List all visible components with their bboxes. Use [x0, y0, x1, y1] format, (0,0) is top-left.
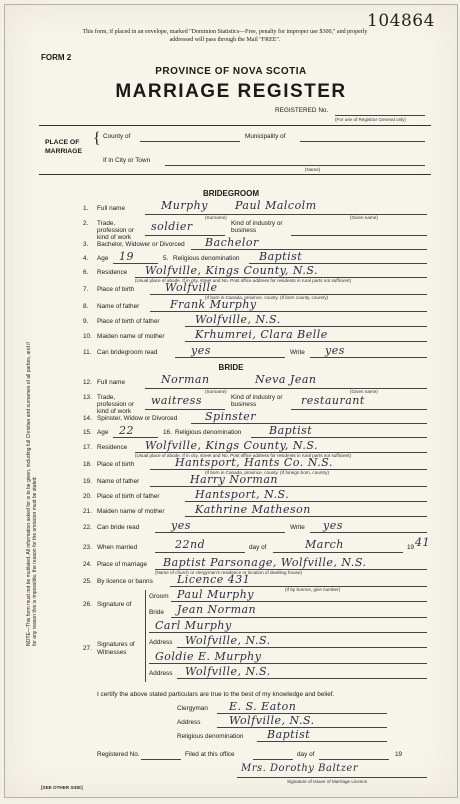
groom-religion-no: 5.: [163, 255, 169, 262]
groom-surname-note: (Surname): [205, 215, 227, 220]
groom-industry-line: [291, 235, 427, 236]
bride-birthplace-label: Place of birth: [97, 461, 135, 468]
bride-sig-label: Bride: [149, 609, 164, 616]
registered-no-line: [335, 115, 425, 116]
bride-father-birthplace-label: Place of birth of father: [97, 493, 160, 500]
bride-fullname-label: Full name: [97, 379, 126, 386]
bride-given-note: (Given name): [350, 389, 378, 394]
groom-status-line: [191, 249, 427, 250]
groom-sig-label: Groom: [149, 593, 169, 600]
groom-residence-label: Residence: [97, 269, 128, 276]
groom-birthplace-note: (If born in Canada, province, county. (If born county, country): [205, 295, 329, 300]
marriage-register-form: [4, 4, 458, 798]
groom-status-label: Bachelor, Widower or Divorced: [97, 241, 185, 248]
see-other-side: [SEE OTHER SIDE]: [41, 785, 83, 790]
groom-birthplace: Wolfville: [165, 281, 218, 294]
clergy-denomination-line: [257, 741, 387, 742]
when-married-year: 41: [415, 536, 430, 549]
bride-read-label: Can bride read: [97, 524, 140, 531]
groom-mother-label: Maiden name of mother: [97, 333, 165, 340]
bride-mother-label: Maiden name of mother: [97, 508, 165, 515]
bride-age-line: [113, 437, 158, 438]
clergyman-signature: E. S. Eaton: [229, 700, 297, 713]
when-married-day: 22nd: [175, 538, 206, 551]
bridegroom-heading: BRIDEGROOM: [203, 189, 259, 198]
bride-residence-label: Residence: [97, 444, 128, 451]
when-married-no: 23.: [83, 544, 92, 551]
bride-read-line: [155, 532, 285, 533]
place-married: Baptist Parsonage, Wolfville, N.S.: [163, 556, 367, 569]
bride-trade-no: 13.: [83, 394, 92, 401]
signature-no: 26.: [83, 601, 92, 608]
bride-status-label: Spinster, Widow or Divorced: [97, 415, 178, 422]
bride-write-line: [310, 532, 427, 533]
bride-religion-label: Religious denomination: [175, 429, 242, 436]
county-line: [140, 141, 240, 142]
groom-father-birthplace: Wolfville, N.S.: [195, 313, 281, 326]
bride-father-line: [150, 486, 427, 487]
groom-father-birthplace-label: Place of birth of father: [97, 318, 160, 325]
bride-write-label: Write: [290, 524, 305, 531]
footer-registered-line: [141, 759, 181, 760]
bride-mother-line: [185, 516, 427, 517]
groom-residence: Wolfville, Kings County, N.S.: [145, 264, 318, 277]
groom-sig-line: [171, 601, 427, 602]
witness2-address-line: [177, 678, 427, 679]
clergy-address: Wolfville, N.S.: [229, 714, 315, 727]
bride-father-label: Name of father: [97, 478, 140, 485]
groom-write: yes: [325, 344, 345, 357]
groom-industry-label: Kind of industry or business: [231, 220, 283, 234]
groom-mother: Krhumrei, Clara Belle: [195, 328, 328, 341]
groom-father-no: 8.: [83, 303, 89, 310]
clergy-denomination: Baptist: [267, 728, 311, 741]
issuer-note: Signature of Issuer of Marriage Licence: [287, 779, 368, 784]
when-married-month-line: [273, 552, 403, 553]
groom-residence-note: (Usual place of abode. If in city, street and No. Post office address for residents in rural parts not sufficient): [135, 278, 352, 283]
licence-no: 25.: [83, 578, 92, 585]
bride-status: Spinster: [205, 410, 257, 423]
province-heading: PROVINCE OF NOVA SCOTIA: [155, 66, 307, 77]
groom-father-label: Name of father: [97, 303, 140, 310]
city-town-line: [165, 165, 425, 166]
bride-status-no: 14.: [83, 415, 92, 422]
county-of-label: County of: [103, 133, 131, 140]
groom-father-birthplace-line: [185, 326, 427, 327]
groom-given-note: (Given name): [350, 215, 378, 220]
groom-read-no: 11.: [83, 349, 92, 356]
groom-read-label: Can bridegroom read: [97, 349, 158, 356]
bride-age-label: Age: [97, 429, 109, 436]
clergyman-label: Clergyman: [177, 705, 208, 712]
bride-birthplace: Hantsport, Hants Co. N.S.: [175, 456, 333, 469]
page-title: MARRIAGE REGISTER: [115, 81, 347, 102]
witness2-address: Wolfville, N.S.: [185, 665, 271, 678]
witness2-address-label: Address: [149, 670, 173, 677]
groom-write-line: [310, 357, 427, 358]
groom-status: Bachelor: [205, 236, 259, 249]
when-married-month: March: [305, 538, 344, 551]
footer-day-of: day of: [297, 751, 315, 758]
groom-write-label: Write: [290, 349, 305, 356]
issuer-signature: Mrs. Dorothy Baltzer: [241, 763, 359, 774]
bride-age: 22: [119, 424, 134, 437]
groom-birthplace-label: Place of birth: [97, 286, 135, 293]
bride-write: yes: [323, 519, 343, 532]
groom-birthplace-no: 7.: [83, 286, 89, 293]
place-of-marriage-label: PLACE OF MARRIAGE: [45, 139, 83, 155]
witness2-signature: Goldie E. Murphy: [155, 650, 262, 663]
bride-heading: BRIDE: [218, 363, 244, 372]
footer-registered-no-label: Registered No.: [97, 751, 140, 758]
groom-fullname-label: Full name: [97, 205, 126, 212]
when-married-day-line: [155, 552, 245, 553]
footer-filed-line: [253, 759, 293, 760]
witness2-line: [149, 663, 427, 664]
bride-surname-note: (Surname): [205, 389, 227, 394]
groom-signature: Paul Murphy: [177, 588, 255, 601]
signature-label: Signature of: [97, 601, 132, 608]
bride-father: Harry Norman: [190, 473, 278, 486]
bride-surname: Norman: [161, 373, 210, 386]
groom-age-label: Age: [97, 255, 109, 262]
groom-surname: Murphy: [161, 199, 208, 212]
licence-value: Licence 431: [177, 573, 251, 586]
place-married-no: 24.: [83, 561, 92, 568]
footer-year-prefix: 19: [395, 751, 403, 758]
bracket-icon: {: [93, 130, 101, 147]
bride-birthplace-note: (If born in Canada, province, county. (If foreign born, country): [205, 470, 330, 475]
bride-residence-no: 17.: [83, 444, 92, 451]
groom-trade: soldier: [151, 220, 193, 233]
bride-father-birthplace-no: 20.: [83, 493, 92, 500]
place-married-note: (Name of church or clergyman's residence or location of dwelling house): [155, 570, 302, 575]
groom-read-line: [175, 357, 285, 358]
groom-religion: Baptist: [259, 250, 303, 263]
groom-mother-line: [185, 341, 427, 342]
bride-trade-label: Trade, profession or kind of work: [97, 394, 134, 415]
bride-industry-label: Kind of industry or business: [231, 394, 283, 408]
groom-residence-no: 6.: [83, 269, 89, 276]
day-of-label: day of: [249, 544, 267, 551]
registered-no-label: REGISTERED No.: [275, 107, 329, 114]
bride-residence: Wolfville, Kings County, N.S.: [145, 439, 318, 452]
bride-father-no: 19.: [83, 478, 92, 485]
bride-religion: Baptist: [269, 424, 313, 437]
groom-fullname-no: 1.: [83, 205, 89, 212]
bride-read-no: 22.: [83, 524, 92, 531]
bride-trade: waitress: [151, 394, 202, 407]
groom-mother-no: 10.: [83, 333, 92, 340]
mail-notice: This form, if placed in an envelope, marked "Dominion Statistics—Free, penalty for improper use $300," and properly addressed will pass through the Mail "FREE".: [82, 29, 368, 43]
registered-no-note: (For use of Registrar General only): [335, 117, 406, 122]
bride-industry-line: [291, 409, 427, 410]
bride-mother-no: 21.: [83, 508, 92, 515]
witness1-signature: Carl Murphy: [155, 619, 232, 632]
name-note: (Name): [305, 167, 321, 172]
bride-mother: Kathrine Matheson: [195, 503, 311, 516]
groom-fullname-line: [145, 214, 427, 215]
bride-birthplace-no: 18.: [83, 461, 92, 468]
bride-father-birthplace-line: [185, 501, 427, 502]
groom-trade-label: Trade, profession or kind of work: [97, 220, 134, 241]
bride-signature: Jean Norman: [177, 603, 257, 616]
groom-trade-no: 2.: [83, 220, 89, 227]
groom-given-name: Paul Malcolm: [235, 199, 317, 212]
registration-stamp-number: 104864: [367, 11, 435, 31]
bride-industry: restaurant: [301, 394, 365, 407]
witness1-address-label: Address: [149, 639, 173, 646]
bride-residence-note: (Usual place of abode. If in city, street and No. Post office address for residents in rural parts not sufficient): [135, 453, 352, 458]
bride-father-birthplace: Hantsport, N.S.: [195, 488, 290, 501]
bride-given-name: Neva Jean: [255, 373, 317, 386]
place-married-label: Place of marriage: [97, 561, 148, 568]
groom-religion-label: Religious denomination: [173, 255, 240, 262]
witnesses-label: Signatures of Witnesses: [97, 641, 135, 656]
licence-note: (If by licence, give number): [285, 587, 341, 592]
bride-sig-line: [171, 617, 427, 618]
witness1-address: Wolfville, N.S.: [185, 634, 271, 647]
clergy-address-label: Address: [177, 719, 201, 726]
groom-father-line: [150, 311, 427, 312]
certify-text: I certify the above stated particulars are true to the best of my knowledge and belief.: [97, 691, 335, 698]
form-number: FORM 2: [41, 53, 72, 62]
bride-age-no: 15.: [83, 429, 92, 436]
clergy-denomination-label: Religious denomination: [177, 733, 244, 740]
bride-religion-line: [251, 437, 427, 438]
witness-bracket: [145, 622, 146, 682]
bride-religion-no: 16.: [163, 429, 172, 436]
when-married-label: When married: [97, 544, 138, 551]
witnesses-no: 27.: [83, 645, 92, 652]
groom-father-birthplace-no: 9.: [83, 318, 89, 325]
bride-fullname-no: 12.: [83, 379, 92, 386]
licence-label: By licence or banns: [97, 578, 153, 585]
groom-age-no: 4.: [83, 255, 89, 262]
groom-father: Frank Murphy: [170, 298, 257, 311]
municipality-line: [300, 141, 425, 142]
municipality-label: Municipality of: [245, 133, 286, 140]
signature-bracket: [145, 590, 146, 624]
footer-month-line: [319, 759, 389, 760]
bride-read: yes: [171, 519, 191, 532]
bride-fullname-line: [145, 388, 427, 389]
witness1-line: [149, 632, 427, 633]
footer-filed-label: Filed at this office: [185, 751, 235, 758]
groom-read: yes: [191, 344, 211, 357]
issuer-line: [237, 777, 427, 778]
witness1-address-line: [177, 647, 427, 648]
groom-age: 19: [119, 250, 134, 263]
groom-status-no: 3.: [83, 241, 89, 248]
year-prefix: 19: [407, 544, 415, 551]
city-town-label: If in City or Town: [103, 157, 151, 164]
side-note: NOTE—This form must not be mutilated. All information asked for is to be given, including full Christian and surnames of all parties, and if for any reason this is impossible, the reason for the omission must be stated.: [26, 342, 38, 646]
